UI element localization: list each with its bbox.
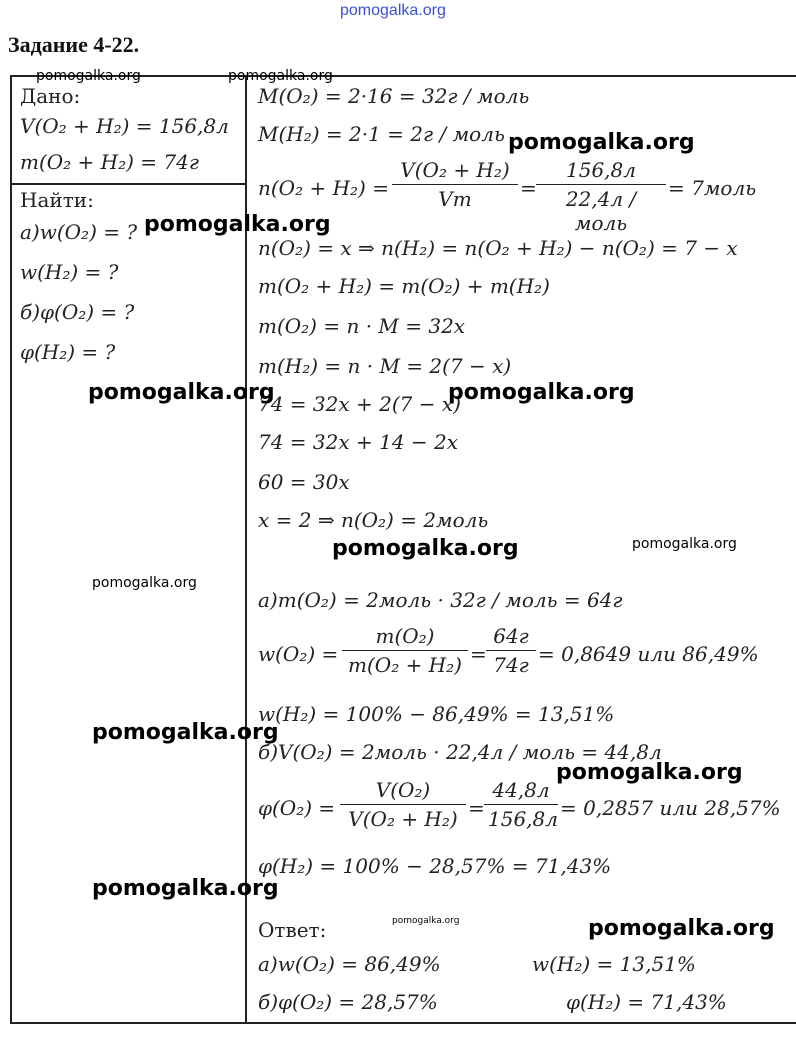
eq-phi-o2-fraction-1 — [340, 778, 466, 831]
answer-w-h2: w(H₂) = 13,51% — [532, 952, 696, 976]
find-heading: Найти: — [20, 188, 94, 212]
fraction-bar — [486, 650, 536, 651]
fraction-numerator: m(O₂) — [375, 624, 435, 648]
answer-phi-h2: φ(H₂) = 71,43% — [566, 990, 727, 1014]
given-find-separator — [10, 183, 246, 185]
eq-step-2: 74 = 32x + 14 − 2x — [258, 430, 459, 454]
molar-mass-o2: M(O₂) = 2·16 = 32г / моль — [258, 84, 530, 108]
fraction-bar — [536, 184, 666, 185]
given-heading: Дано: — [20, 84, 81, 108]
watermark: pomogalka.org — [88, 380, 275, 405]
eq-step-4: x = 2 ⇒ n(O₂) = 2моль — [258, 508, 489, 532]
fraction-numerator: V(O₂) — [375, 778, 431, 802]
fraction-denominator: 156,8л — [488, 807, 558, 831]
fraction-denominator: V(O₂ + H₂) — [348, 807, 458, 831]
eq-n-total-equals: = — [520, 176, 537, 200]
watermark: pomogalka.org — [92, 575, 197, 591]
given-mass: m(O₂ + H₂) = 74г — [20, 150, 199, 174]
fraction-bar — [340, 804, 466, 805]
eq-phi-o2-lhs: φ(O₂) = — [258, 796, 336, 820]
watermark: pomogalka.org — [36, 68, 141, 84]
watermark: pomogalka.org — [556, 760, 743, 785]
answer-phi-o2: б)φ(O₂) = 28,57% — [258, 990, 438, 1014]
watermark: pomogalka.org — [508, 130, 695, 155]
watermark: pomogalka.org — [392, 916, 460, 926]
fraction-numerator: 156,8л — [566, 158, 636, 182]
eq-mass-o2: m(O₂) = n · M = 32x — [258, 314, 466, 338]
fraction-numerator: V(O₂ + H₂) — [400, 158, 510, 182]
eq-n-total-result: = 7моль — [668, 176, 757, 200]
eq-step-3: 60 = 30x — [258, 470, 350, 494]
eq-w-o2-result: = 0,8649 или 86,49% — [538, 642, 759, 666]
find-phi-h2: φ(H₂) = ? — [20, 340, 116, 364]
eq-w-o2-lhs: w(O₂) = — [258, 642, 339, 666]
watermark: pomogalka.org — [588, 916, 775, 941]
site-link[interactable]: pomogalka.org — [340, 2, 446, 19]
eq-n-substitution: n(O₂) = x ⇒ n(H₂) = n(O₂ + H₂) − n(O₂) = 7 − x — [258, 236, 738, 260]
watermark: pomogalka.org — [92, 720, 279, 745]
eq-phi-o2-fraction-2 — [484, 778, 558, 831]
eq-volume-o2: б)V(O₂) = 2моль · 22,4л / моль = 44,8л — [258, 740, 662, 764]
eq-w-o2-fraction-2 — [486, 624, 536, 677]
eq-n-total-fraction-1 — [392, 158, 518, 211]
eq-n-total-lhs: n(O₂ + H₂) = — [258, 176, 389, 200]
fraction-bar — [484, 804, 558, 805]
answer-w-o2: а)w(O₂) = 86,49% — [258, 952, 441, 976]
eq-phi-h2: φ(H₂) = 100% − 28,57% = 71,43% — [258, 854, 612, 878]
fraction-denominator: Vm — [438, 187, 472, 211]
find-w-o2: а)w(O₂) = ? — [20, 220, 138, 244]
eq-phi-o2-result: = 0,2857 или 28,57% — [560, 796, 781, 820]
given-volume: V(O₂ + H₂) = 156,8л — [20, 114, 229, 138]
fraction-bar — [392, 184, 518, 185]
eq-n-total-fraction-2 — [536, 158, 666, 235]
eq-step-1: 74 = 32x + 2(7 − x) — [258, 392, 461, 416]
watermark: pomogalka.org — [632, 536, 737, 552]
eq-mass-o2-result: а)m(O₂) = 2моль · 32г / моль = 64г — [258, 588, 623, 612]
eq-w-o2-fraction-1 — [342, 624, 468, 677]
fraction-denominator: m(O₂ + H₂) — [348, 653, 462, 677]
watermark: pomogalka.org — [448, 380, 635, 405]
find-phi-o2: б)φ(O₂) = ? — [20, 300, 135, 324]
fraction-bar — [342, 650, 468, 651]
answer-heading: Ответ: — [258, 918, 327, 942]
eq-w-h2: w(H₂) = 100% − 86,49% = 13,51% — [258, 702, 615, 726]
table-bottom-border — [10, 1022, 796, 1024]
eq-mass-sum: m(O₂ + H₂) = m(O₂) + m(H₂) — [258, 274, 550, 298]
eq-w-o2-equals: = — [470, 642, 487, 666]
fraction-numerator: 44,8л — [492, 778, 550, 802]
watermark: pomogalka.org — [92, 876, 279, 901]
fraction-denominator: 74г — [493, 653, 529, 677]
watermark: pomogalka.org — [228, 68, 333, 84]
fraction-denominator: 22,4л / моль — [565, 187, 637, 235]
molar-mass-h2: M(H₂) = 2·1 = 2г / моль — [258, 122, 505, 146]
task-title: Задание 4-22. — [8, 32, 140, 57]
watermark: pomogalka.org — [144, 212, 331, 237]
fraction-numerator: 64г — [493, 624, 529, 648]
table-left-border — [10, 75, 12, 1023]
watermark: pomogalka.org — [332, 536, 519, 561]
eq-mass-h2: m(H₂) = n · M = 2(7 − x) — [258, 354, 512, 378]
eq-phi-o2-equals: = — [468, 796, 485, 820]
find-w-h2: w(H₂) = ? — [20, 260, 119, 284]
